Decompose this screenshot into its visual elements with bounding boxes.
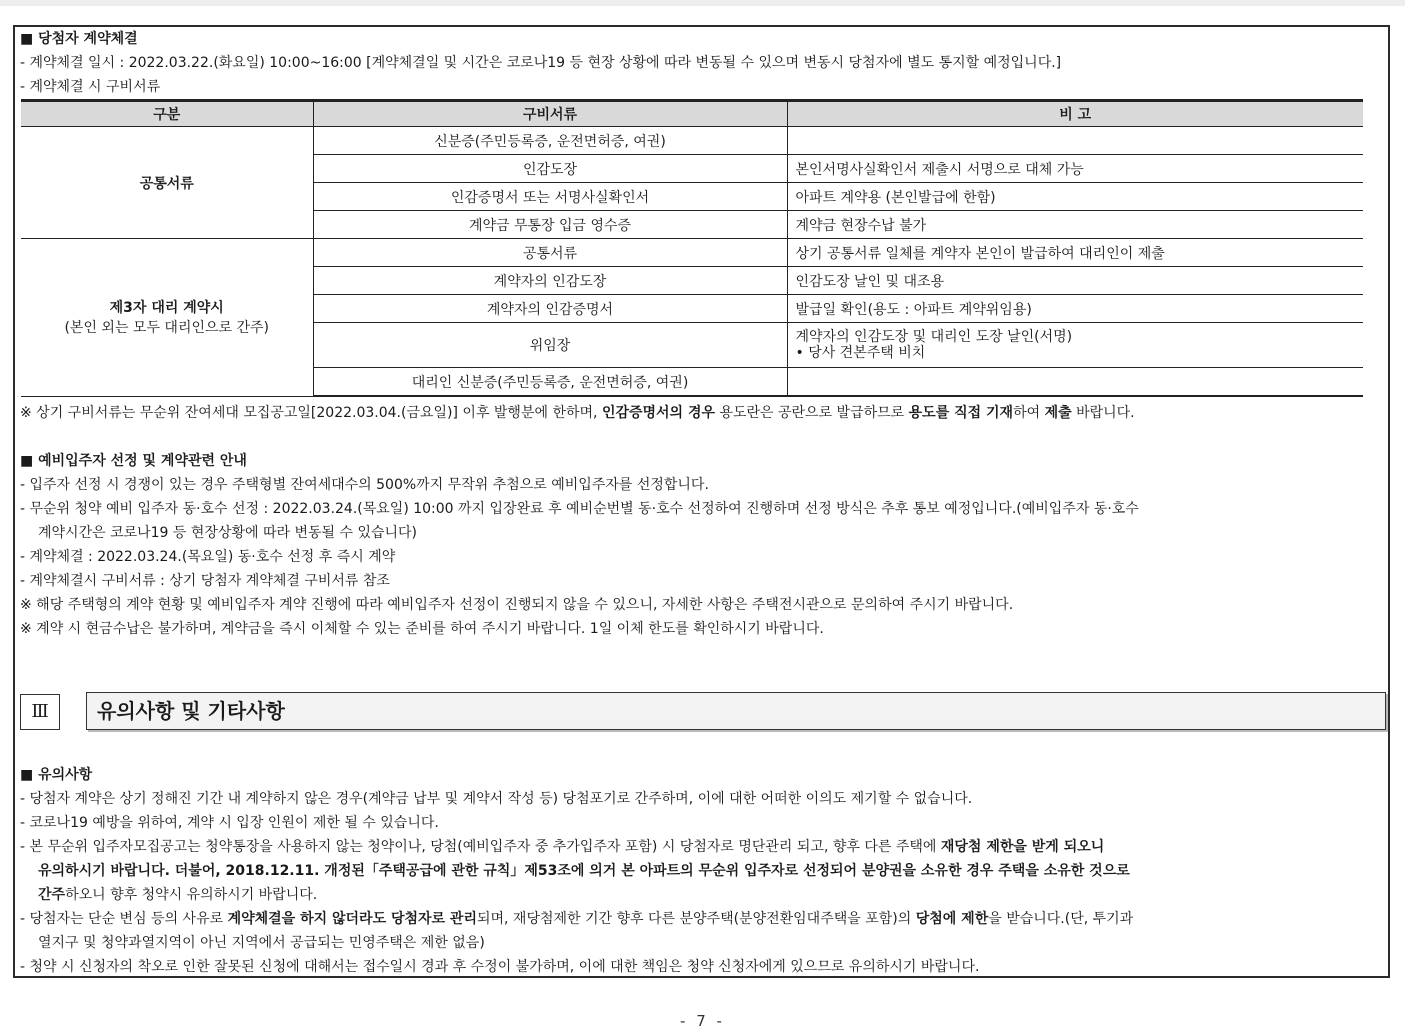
doc-cell: 계약자의 인감증명서 [313, 295, 787, 323]
group-proxy-sublabel: (본인 외는 모두 대리인으로 간주) [64, 320, 270, 337]
documents-footnote [20, 401, 1382, 425]
doc-cell: 대리인 신분증(주민등록증, 운전면허증, 여권) [313, 368, 787, 397]
notes-bold: 계약체결을 하지 않더라도 당첨자로 관리 [227, 911, 477, 927]
notes-bold: 간주 [38, 887, 66, 903]
notes-line: - 청약 시 신청자의 착오로 인한 잘못된 신청에 대해서는 접수일시 경과 후 수정이 불가하며, 이에 대한 책임은 청약 신청자에게 있으므로 유의하시기 바랍니다. [20, 959, 980, 975]
table-row [21, 127, 1363, 155]
page-number: - 7 - [680, 1012, 725, 1030]
reserve-line: - 무순위 청약 예비 입주자 동·호수 선정 : 2022.03.24.(목요일) 10:00 까지 입장완료 후 예비순번별 동·호수 선정하여 진행하며 선정 방식은 추후 통보 예정입니다.(예비입주자 동·호수 [20, 501, 1139, 517]
reserve-heading: ■ 예비입주자 선정 및 계약관련 안내 [20, 453, 247, 469]
table-header-row [21, 101, 1363, 127]
note-cell: 본인서명사실확인서 제출시 서명으로 대체 가능 [787, 155, 1363, 183]
col-header-documents: 구비서류 [313, 101, 787, 127]
notes-text: 하오니 향후 청약시 유의하시기 바랍니다. [65, 887, 318, 903]
group-proxy-cell [21, 239, 313, 397]
chapter-title: 유의사항 및 기타사항 [86, 692, 1386, 730]
table-row [21, 239, 1363, 267]
reserve-line: ※ 계약 시 현금수납은 불가하며, 계약금을 즉시 이체할 수 있는 준비를 하여 주시기 바랍니다. 1일 이체 한도를 확인하시기 바랍니다. [20, 621, 824, 637]
col-header-note: 비 고 [787, 101, 1363, 127]
notes-bold: 재당첨 제한을 받게 되오니 [940, 839, 1105, 855]
notes-line: - 코로나19 예방을 위하여, 계약 시 입장 인원이 제한 될 수 있습니다. [20, 815, 439, 831]
chapter-header [20, 692, 1382, 732]
notes-heading: ■ 유의사항 [20, 767, 93, 783]
contract-date-line: - 계약체결 일시 : 2022.03.22.(화요일) 10:00~16:00 [계약체결일 및 시간은 코로나19 등 현장 상황에 따라 변동될 수 있으며 변동시 당첨자에 별도 통지할 예정입니다.] [20, 55, 1062, 71]
footnote-bold: 용도를 직접 기재 [908, 405, 1014, 421]
notes-bold: 유의하시기 바랍니다. 더불어, 2018.12.11. 개정된「주택공급에 관한 규칙」제53조에 의거 본 아파트의 무순위 입주자로 선정되어 분양권을 소유한 경우 주택을 소유한 것으로 [38, 863, 1130, 879]
doc-cell: 신분증(주민등록증, 운전면허증, 여권) [313, 127, 787, 155]
group-proxy-label: 제3자 대리 계약시 [109, 300, 224, 317]
section-contract [20, 27, 1382, 641]
footnote-bold: 제출 [1044, 405, 1072, 421]
footnote-text: ※ 상기 구비서류는 무순위 잔여세대 모집공고일[2022.03.04.(금요일)] 이후 발행분에 한하며, [20, 405, 602, 421]
note-cell [787, 127, 1363, 155]
note-line: • 당사 견본주택 비치 [795, 345, 926, 361]
notes-text: 을 받습니다.(단, 투기과 [988, 911, 1134, 927]
footnote-text: 하여 [1013, 405, 1045, 421]
chapter-number: Ⅲ [20, 694, 60, 730]
note-cell: 아파트 계약용 (본인발급에 한함) [787, 183, 1363, 211]
notes-bold: 당첨에 제한 [915, 911, 989, 927]
notes-text: - 당첨자는 단순 변심 등의 사유로 [20, 911, 228, 927]
notes-line [20, 859, 1382, 883]
notes-line [20, 883, 1382, 907]
notes-line: - 당첨자 계약은 상기 정해진 기간 내 계약하지 않은 경우(계약금 납부 및 계약서 작성 등) 당첨포기로 간주하며, 이에 대한 어떠한 이의도 제기할 수 없습니다. [20, 791, 973, 807]
doc-cell: 위임장 [313, 323, 787, 368]
notes-text: - 본 무순위 입주자모집공고는 청약통장을 사용하지 않는 청약이나, 당첨(예비입주자 중 추가입주자 포함) 시 당첨자로 명단관리 되고, 향후 다른 주택에 [20, 839, 941, 855]
notes-line [20, 907, 1382, 931]
note-cell: 발급일 확인(용도 : 아파트 계약위임용) [787, 295, 1363, 323]
reserve-line: - 계약체결 : 2022.03.24.(목요일) 동·호수 선정 후 즉시 계약 [20, 549, 396, 565]
doc-cell: 계약금 무통장 입금 영수증 [313, 211, 787, 239]
reserve-line: - 입주자 선정 시 경쟁이 있는 경우 주택형별 잔여세대수의 500%까지 무작위 추첨으로 예비입주자를 선정합니다. [20, 477, 709, 493]
top-edge [0, 0, 1405, 6]
notes-line [20, 835, 1382, 859]
note-cell [787, 368, 1363, 397]
contract-heading: ■ 당첨자 계약체결 [20, 31, 138, 47]
note-cell: 인감도장 날인 및 대조용 [787, 267, 1363, 295]
section-notes [20, 763, 1382, 979]
footnote-text: 용도란은 공란으로 발급하므로 [715, 405, 909, 421]
doc-cell: 계약자의 인감도장 [313, 267, 787, 295]
document-frame [13, 25, 1390, 978]
footnote-bold: 인감증명서의 경우 [601, 405, 716, 421]
doc-cell: 인감증명서 또는 서명사실확인서 [313, 183, 787, 211]
reserve-line: 계약시간은 코로나19 등 현장상황에 따라 변동될 수 있습니다) [38, 525, 418, 541]
required-documents-table [21, 99, 1363, 397]
doc-cell: 인감도장 [313, 155, 787, 183]
group-common-label: 공통서류 [21, 127, 313, 239]
note-cell: 상기 공통서류 일체를 계약자 본인이 발급하여 대리인이 제출 [787, 239, 1363, 267]
note-line: 계약자의 인감도장 및 대리인 도장 날인(서명) [795, 329, 1073, 345]
note-cell [787, 323, 1363, 368]
doc-cell: 공통서류 [313, 239, 787, 267]
notes-line: 열지구 및 청약과열지역이 아닌 지역에서 공급되는 민영주택은 제한 없음) [38, 935, 485, 951]
notes-text: 되며, 재당첨제한 기간 향후 다른 분양주택(분양전환임대주택을 포함)의 [476, 911, 916, 927]
note-cell: 계약금 현장수납 불가 [787, 211, 1363, 239]
col-header-category: 구분 [21, 101, 313, 127]
contract-docs-line: - 계약체결 시 구비서류 [20, 79, 161, 95]
reserve-line: ※ 해당 주택형의 계약 현황 및 예비입주자 계약 진행에 따라 예비입주자 선정이 진행되지 않을 수 있으니, 자세한 사항은 주택전시관으로 문의하여 주시기 바랍니다. [20, 597, 1014, 613]
reserve-line: - 계약체결시 구비서류 : 상기 당첨자 계약체결 구비서류 참조 [20, 573, 390, 589]
footnote-text: 바랍니다. [1071, 405, 1135, 421]
